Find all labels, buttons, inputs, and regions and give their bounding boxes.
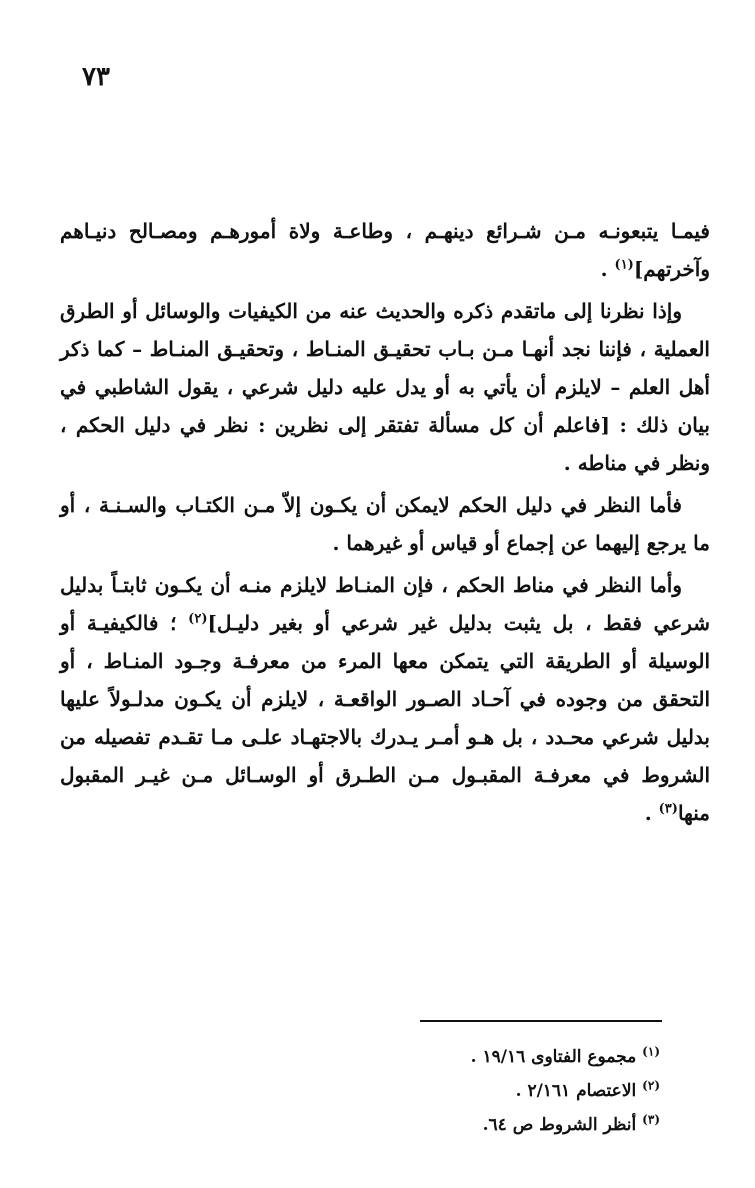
footnote-1-mark: (١) bbox=[642, 1044, 660, 1059]
footnote-3-text: أنظر الشروط ص ٦٤. bbox=[482, 1115, 637, 1135]
body-text bbox=[60, 212, 710, 832]
footnote-ref-3: (٣) bbox=[658, 801, 678, 817]
footnotes bbox=[300, 1040, 660, 1142]
paragraph-2-text: وإذا نظرنا إلى ماتقدم ذكره والحديث عنه من الكيفيات والوسائل أو الطرق العملية ، فإننا نجد أنهـا مـن بـاب تحقيـق المنـاط ، وتحقيـق المنـاط – كما ذكر أهل العلم – لايلزم أن يأتي به أو يدل عليه دليل شرعي ، يقول الشاطبي في بيان ذلك : [فاعلم أن كل مسألة تفتقر إلى نظرين : نظر في دليل الحكم ، ونظر في مناطه . bbox=[60, 299, 710, 475]
paragraph-1 bbox=[60, 212, 710, 288]
footnote-1-text: مجموع الفتاوى ١٩/١٦ . bbox=[470, 1047, 637, 1067]
footnote-2-mark: (٢) bbox=[642, 1078, 660, 1093]
page-number: ٧٣ bbox=[82, 62, 110, 92]
paragraph-3 bbox=[60, 486, 710, 562]
paragraph-4-text: وأما النظر في مناط الحكم ، فإن المنـاط لايلزم منـه أن يكـون ثابتـاً بدليل شرعي فقط ، بل يثبت بدليل غير شرعي أو بغير دليـل] bbox=[60, 573, 710, 635]
paragraph-1-text: فيمـا يتبعونـه مـن شـرائع دينهـم ، وطاعـة ولاة أمورهـم ومصـالح دنيـاهم وآخرتهم] bbox=[60, 219, 710, 281]
footnote-ref-2: (٢) bbox=[188, 611, 208, 627]
footnote-3-mark: (٣) bbox=[642, 1112, 660, 1127]
paragraph-3-text: فأما النظر في دليل الحكم لايمكن أن يكـون إلاّ مـن الكتـاب والسـنـة ، أو ما يرجع إليهما عن إجماع أو قياس أو غيرهما . bbox=[60, 493, 710, 555]
footnote-1 bbox=[300, 1040, 660, 1074]
paragraph-1-tail: . bbox=[600, 257, 615, 281]
footnote-2 bbox=[300, 1074, 660, 1108]
footnote-3 bbox=[300, 1108, 660, 1142]
paragraph-4-tail: ؛ فالكيفيـة أو الوسيلة أو الطريقة التي يتمكن معها المرء من معرفـة وجـود المنـاط ، أو التحقق من وجوده في آحـاد الصـور الواقعـة ، لايلزم أن يكـون مدلـولاً عليها بدليل شرعي محـدد ، بل هـو أمـر يـدرك بالاجتهـاد علـى مـا تقـدم تفصيله من الشروط في معرفـة المقبـول مـن الطـرق أو الوسـائل مـن غيـر المقبول منها bbox=[60, 611, 710, 825]
paragraph-2 bbox=[60, 292, 710, 482]
footnote-2-text: الاعتصام ٢/١٦١ . bbox=[515, 1081, 637, 1101]
footnote-separator bbox=[420, 1020, 662, 1022]
paragraph-4-closing: . bbox=[644, 801, 659, 825]
footnote-ref-1: (١) bbox=[614, 257, 634, 273]
paragraph-4 bbox=[60, 566, 710, 832]
